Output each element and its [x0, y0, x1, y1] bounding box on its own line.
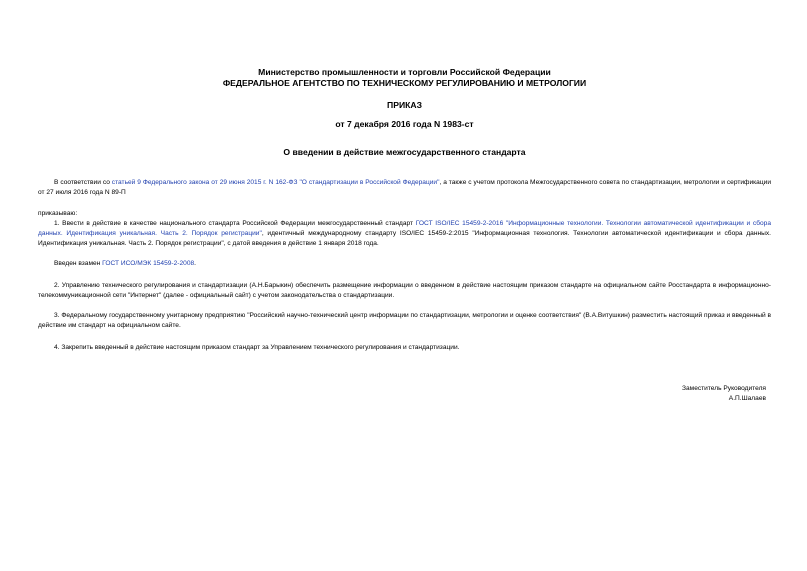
replaced-standard-link[interactable]: ГОСТ ИСО/МЭК 15459-2-2008 [102, 260, 195, 267]
item-1-text-start: 1. Ввести в действие в качестве национального стандарта Российской Федерации межгосударственный стандарт [54, 220, 416, 227]
paragraph-preamble [38, 178, 771, 198]
order-heading: ПРИКАЗ [387, 100, 422, 110]
document-page [38, 0, 771, 571]
signature-position: Заместитель Руководителя [682, 385, 766, 392]
gost-standard-link[interactable]: ГОСТ ISO/IEC 15459-2-2016 "Информационные технологии. Технологии автоматической идентификации и сбора данных. Идентификация уникальная. Часть 2. Порядок регистрации" [38, 220, 771, 237]
paragraph-replaced [38, 259, 771, 269]
ordered-label: приказываю: [38, 210, 78, 217]
replaced-text-end: . [194, 260, 196, 267]
order-title: О введении в действие межгосударственного стандарта [283, 147, 526, 157]
paragraph-item-3: 3. Федеральному государственному унитарному предприятию "Российский научно-технический центр информации по стандартизации, метрологии и оценке соответствия" (В.А.Витушкин) разместить настоящий приказ и введенный в действие им стандарт на официальном сайте. [38, 312, 771, 329]
agency-heading: ФЕДЕРАЛЬНОЕ АГЕНТСТВО ПО ТЕХНИЧЕСКОМУ РЕГУЛИРОВАНИЮ И МЕТРОЛОГИИ [222, 78, 587, 88]
federal-law-link[interactable]: статьей 9 Федерального закона от 29 июня 2015 г. N 162-ФЗ "О стандартизации в Российской Федерации" [111, 179, 440, 186]
order-date: от 7 декабря 2016 года N 1983-ст [335, 119, 474, 129]
paragraph-item-1 [38, 219, 771, 249]
preamble-text-end: , а также с учетом протокола Межгосударственного совета по стандартизации, метрологии и сертификации от 27 июля 2016 года N 89-П [38, 179, 771, 196]
replaced-text-start: Введен взамен [54, 260, 103, 267]
item-1-text-end: , идентичный международному стандарту ISO/IEC 15459-2:2015 "Информационная технология. Технологии автоматической идентификации и сбора данных. Идентификация уникальная. Часть 2. Порядок регистрации", с датой введения в действие 1 января 2018 года. [38, 230, 771, 247]
paragraph-item-2: 2. Управлению технического регулирования и стандартизации (А.Н.Барыкин) обеспечить размещение информации о введенном в действие настоящим приказом стандарте на официальном сайте Росстандарта в информационно-телекоммуникационной сети "Интернет" (далее - официальный сайт) с учетом законодательства о стандартизации. [38, 282, 771, 299]
signature-name: А.П.Шалаев [728, 395, 766, 402]
preamble-text-start: В соответствии со [54, 179, 112, 186]
paragraph-item-4: 4. Закрепить введенный в действие настоящим приказом стандарт за Управлением технического регулирования и стандартизации. [54, 344, 460, 351]
ministry-heading: Министерство промышленности и торговли Российской Федерации [258, 67, 551, 77]
